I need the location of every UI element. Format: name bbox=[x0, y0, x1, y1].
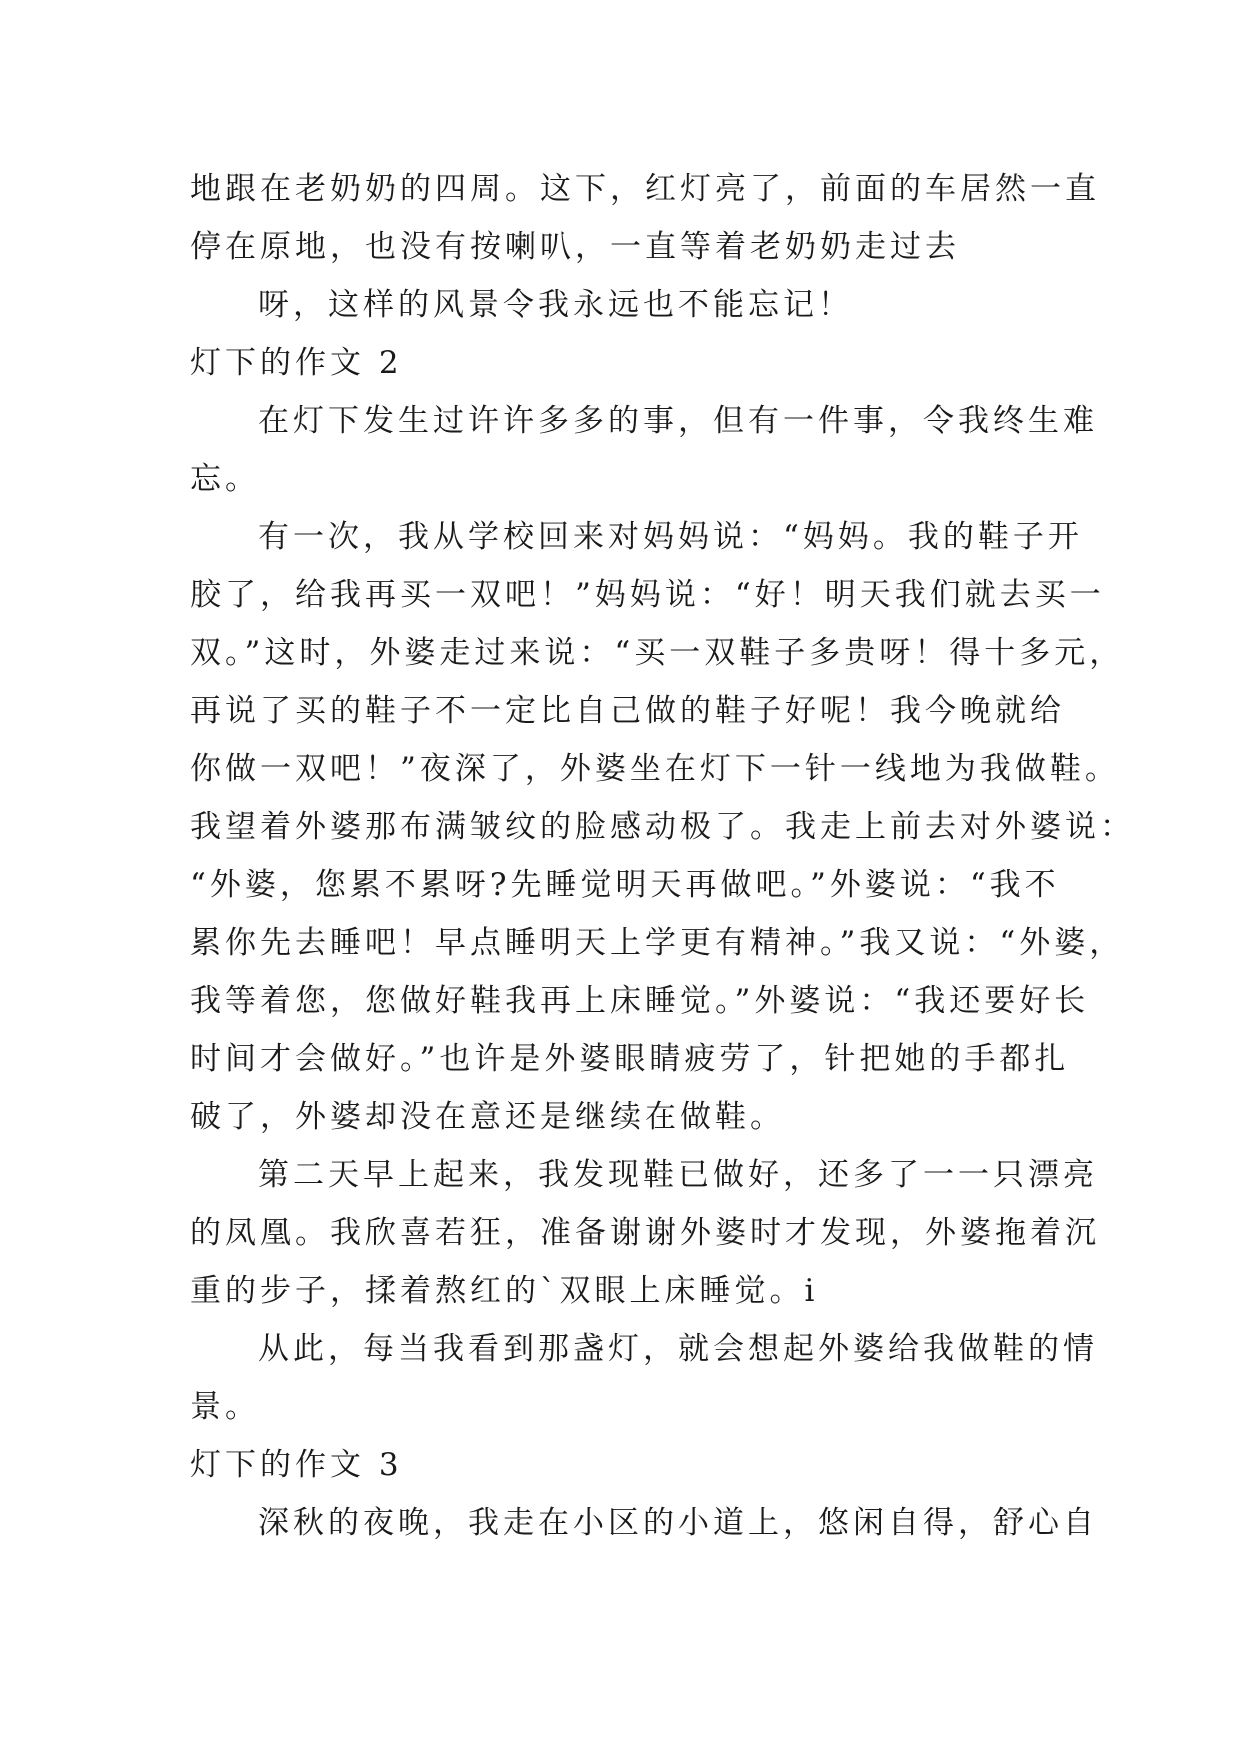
text-line: 时间才会做好。”也许是外婆眼睛疲劳了，针把她的手都扎 bbox=[190, 1041, 1070, 1077]
text-line: 你做一双吧！”夜深了，外婆坐在灯下一针一线地为我做鞋。 bbox=[190, 751, 1120, 787]
paragraph bbox=[190, 1320, 1098, 1436]
heading-text: 灯下的作文 3 bbox=[190, 1447, 403, 1483]
text-line: 我等着您，您做好鞋我再上床睡觉。”外婆说：“我还要好长 bbox=[190, 983, 1090, 1019]
paragraph bbox=[190, 1494, 1098, 1552]
paragraph bbox=[190, 1146, 1100, 1320]
paragraph bbox=[190, 276, 1050, 334]
text-line: 再说了买的鞋子不一定比自己做的鞋子好呢！我今晚就给 bbox=[190, 693, 1065, 729]
text-line: 地跟在老奶奶的四周。这下，红灯亮了，前面的车居然一直 bbox=[190, 171, 1100, 207]
text-line: 胶了，给我再买一双吧！”妈妈说：“好！明天我们就去买一 bbox=[190, 577, 1105, 613]
text-line: 我望着外婆那布满皱纹的脸感动极了。我走上前去对外婆说： bbox=[190, 809, 1135, 845]
section-heading bbox=[190, 334, 1050, 392]
paragraph bbox=[190, 160, 1100, 276]
text-line: 从此，每当我看到那盏灯，就会想起外婆给我做鞋的情 bbox=[258, 1331, 1098, 1367]
text-line: 的凤凰。我欣喜若狂，准备谢谢外婆时才发现，外婆拖着沉 bbox=[190, 1215, 1100, 1251]
heading-text: 灯下的作文 2 bbox=[190, 345, 403, 381]
text-line: 第二天早上起来，我发现鞋已做好，还多了一一只漂亮 bbox=[258, 1157, 1098, 1193]
paragraph bbox=[190, 392, 1098, 508]
text-line: 重的步子，揉着熬红的`双眼上床睡觉。i bbox=[190, 1273, 819, 1309]
text-line: 累你先去睡吧！早点睡明天上学更有精神。”我又说：“外婆， bbox=[190, 925, 1125, 961]
text-line: “外婆，您累不累呀?先睡觉明天再做吧。”外婆说：“我不 bbox=[190, 867, 1060, 903]
text-line: 有一次，我从学校回来对妈妈说：“妈妈。我的鞋子开 bbox=[258, 519, 1083, 555]
text-line: 双。”这时，外婆走过来说：“买一双鞋子多贵呀！得十多元， bbox=[190, 635, 1125, 671]
section-heading bbox=[190, 1436, 1050, 1494]
text-line: 在灯下发生过许许多多的事，但有一件事，令我终生难 bbox=[258, 403, 1098, 439]
text-line: 深秋的夜晚，我走在小区的小道上，悠闲自得，舒心自 bbox=[258, 1505, 1098, 1541]
paragraph bbox=[190, 508, 1135, 1146]
document-body bbox=[190, 160, 1135, 1552]
text-line: 破了，外婆却没在意还是继续在做鞋。 bbox=[190, 1099, 785, 1135]
text-line: 呀，这样的风景令我永远也不能忘记！ bbox=[258, 287, 853, 323]
text-line: 景。 bbox=[190, 1389, 260, 1425]
text-line: 忘。 bbox=[190, 461, 260, 497]
text-line: 停在原地，也没有按喇叭，一直等着老奶奶走过去 bbox=[190, 229, 960, 265]
